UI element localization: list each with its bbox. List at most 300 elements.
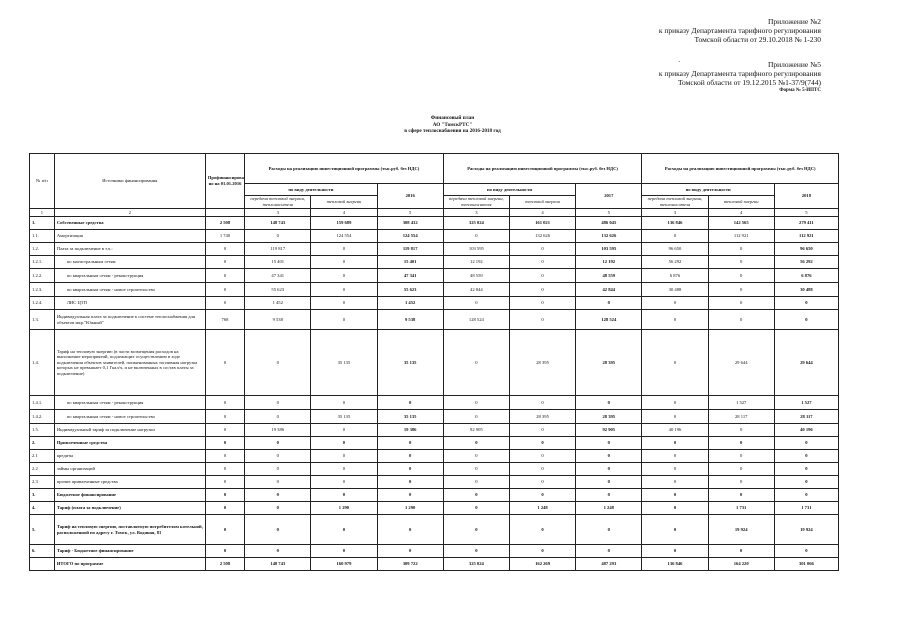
value-cell: 0 — [311, 243, 377, 256]
header-year-2016: 2016 — [377, 184, 443, 209]
value-cell: 28 395 — [509, 330, 575, 396]
value-cell: 0 — [642, 297, 708, 310]
value-cell: 0 — [509, 515, 575, 545]
header-line: к приказу Департамента тарифного регулирования — [658, 69, 821, 78]
value-cell: 40 196 — [774, 424, 838, 437]
value-cell: 29 644 — [774, 330, 838, 396]
header-line: Томской области от 29.10.2018 № 1-230 — [694, 35, 821, 44]
row-number — [30, 558, 55, 571]
value-cell: 0 — [576, 489, 642, 502]
value-cell: 0 — [205, 463, 244, 476]
row-label: по квартальным сетям - новое строительство — [54, 410, 205, 424]
value-cell: 0 — [708, 297, 774, 310]
value-cell: 0 — [245, 489, 311, 502]
value-cell: 28 395 — [509, 410, 575, 424]
value-cell: 103 595 — [576, 243, 642, 256]
value-cell: 0 — [642, 410, 708, 424]
value-cell: 15 401 — [245, 256, 311, 269]
header-prefinanced: Профинансирова но на 01.01.2016 — [205, 154, 244, 209]
row-label: Тариф на тепловую энергию (в части возмещения расходов на выполнение мероприятий, подлежащих осуществлению в ходе подключения объектов заявителей, поименованных топливная нагрузка которых не превышает 0,1 Гкал/ч, и не включенных в состав платы за подключение) — [54, 330, 205, 396]
row-number: 2.2 — [30, 463, 55, 476]
value-cell: 47 341 — [377, 269, 443, 283]
value-cell: 119 817 — [245, 243, 311, 256]
value-cell: 0 — [311, 310, 377, 330]
value-cell: 56 292 — [774, 256, 838, 269]
value-cell: 0 — [642, 396, 708, 410]
value-cell: 0 — [311, 437, 377, 450]
row-number: 3. — [30, 489, 55, 502]
value-cell: 19 386 — [377, 424, 443, 437]
value-cell: 29 644 — [708, 330, 774, 396]
value-cell: 35 135 — [311, 410, 377, 424]
column-index: 4 — [311, 209, 377, 217]
row-label: ЛИС ЦТП — [54, 297, 205, 310]
value-cell: 47 341 — [245, 269, 311, 283]
value-cell: 0 — [377, 515, 443, 545]
column-index: 5 — [377, 209, 443, 217]
row-number: 5. — [30, 515, 55, 545]
value-cell: 92 905 — [576, 424, 642, 437]
value-cell: 0 — [642, 230, 708, 243]
table-row — [30, 463, 839, 476]
value-cell: 308 432 — [377, 217, 443, 230]
row-number: 1.3. — [30, 310, 55, 330]
value-cell: 1 452 — [377, 297, 443, 310]
value-cell: 0 — [642, 450, 708, 463]
table-row — [30, 256, 839, 269]
header-heat-2016: тепловой энергии — [311, 196, 377, 209]
value-cell: 0 — [245, 502, 311, 515]
value-cell: 1 740 — [205, 230, 244, 243]
value-cell: 0 — [377, 396, 443, 410]
value-cell: 0 — [509, 283, 575, 297]
table-row — [30, 424, 839, 437]
header-activity-2018: по виду деятельности — [642, 184, 774, 196]
value-cell: 136 846 — [642, 558, 708, 571]
value-cell: 9 538 — [377, 310, 443, 330]
row-label: по магистральным сетям — [54, 256, 205, 269]
value-cell: 0 — [245, 230, 311, 243]
row-number: 1.4.2. — [30, 410, 55, 424]
value-cell: 0 — [576, 450, 642, 463]
row-number: 2.1 — [30, 450, 55, 463]
value-cell: 0 — [642, 515, 708, 545]
value-cell: 19 924 — [774, 515, 838, 545]
row-number: 1.2.2. — [30, 269, 55, 283]
value-cell: 119 817 — [377, 243, 443, 256]
value-cell: 0 — [642, 502, 708, 515]
value-cell: 96 650 — [774, 243, 838, 256]
value-cell: 55 623 — [245, 283, 311, 297]
value-cell: 128 524 — [443, 310, 509, 330]
value-cell: 2 508 — [205, 217, 244, 230]
value-cell: 2 508 — [205, 558, 244, 571]
row-number: 1.2.1. — [30, 256, 55, 269]
header-year-2018: 2018 — [774, 184, 838, 209]
table-row — [30, 410, 839, 424]
value-cell: 0 — [708, 450, 774, 463]
value-cell: 1 452 — [245, 297, 311, 310]
row-label: Индивидуальный тариф за подключение нагрузки — [54, 424, 205, 437]
value-cell: 161 021 — [509, 217, 575, 230]
table-row — [30, 437, 839, 450]
value-cell: 0 — [205, 545, 244, 558]
value-cell: 0 — [443, 396, 509, 410]
value-cell: 0 — [576, 515, 642, 545]
value-cell: 0 — [311, 396, 377, 410]
value-cell: 0 — [642, 489, 708, 502]
row-label: по квартальным сетям - реконструкция — [54, 396, 205, 410]
row-number: 1.5. — [30, 424, 55, 437]
value-cell: 0 — [245, 450, 311, 463]
value-cell: 96 650 — [642, 243, 708, 256]
value-cell: 0 — [311, 463, 377, 476]
value-cell: 0 — [245, 437, 311, 450]
column-index: 4 — [509, 209, 575, 217]
row-label: Привлеченные средства — [54, 437, 205, 450]
value-cell: 0 — [576, 476, 642, 489]
table-row — [30, 310, 839, 330]
value-cell: 0 — [708, 489, 774, 502]
value-cell: 0 — [245, 396, 311, 410]
header-line: к приказу Департамента тарифного регулирования — [658, 26, 821, 35]
row-number: 4. — [30, 502, 55, 515]
header-heat-2017: тепловой энергии — [509, 196, 575, 209]
value-cell: 1 527 — [708, 396, 774, 410]
column-index: 2 — [54, 209, 205, 217]
value-cell: 12 192 — [443, 256, 509, 269]
value-cell: 0 — [774, 297, 838, 310]
value-cell: 124 554 — [311, 230, 377, 243]
value-cell: 1 527 — [774, 396, 838, 410]
value-cell: 0 — [509, 243, 575, 256]
row-number: 1.2.4. — [30, 297, 55, 310]
value-cell: 1 731 — [708, 502, 774, 515]
value-cell: 42 844 — [576, 283, 642, 297]
row-label: Бюджетное финансирование — [54, 489, 205, 502]
value-cell: 28 395 — [576, 330, 642, 396]
row-label: Плата за подключение в т.ч.: — [54, 243, 205, 256]
value-cell: 0 — [205, 450, 244, 463]
financial-plan-table — [29, 153, 839, 571]
value-cell: 0 — [443, 489, 509, 502]
value-cell: 28 395 — [576, 410, 642, 424]
row-number: 2. — [30, 437, 55, 450]
value-cell: 309 722 — [377, 558, 443, 571]
value-cell: 0 — [774, 450, 838, 463]
value-cell: 0 — [509, 297, 575, 310]
table-row — [30, 283, 839, 297]
table-row — [30, 558, 839, 571]
value-cell: 0 — [443, 330, 509, 396]
value-cell: 0 — [443, 476, 509, 489]
value-cell: 132 626 — [576, 230, 642, 243]
value-cell: 0 — [576, 297, 642, 310]
header-line: Приложение №5 — [767, 60, 821, 69]
value-cell: 0 — [311, 283, 377, 297]
title-line-company: АО "ТомскРТС" — [432, 121, 473, 128]
value-cell: 112 921 — [708, 230, 774, 243]
value-cell: 0 — [509, 424, 575, 437]
value-cell: 162 269 — [509, 558, 575, 571]
header-transfer-2018: передача тепловой энергии, теплоносителя — [642, 196, 708, 209]
value-cell: 0 — [642, 437, 708, 450]
row-number: 6. — [30, 545, 55, 558]
row-number: 1.2. — [30, 243, 55, 256]
value-cell: 1 290 — [311, 502, 377, 515]
value-cell: 0 — [205, 256, 244, 269]
value-cell: 0 — [443, 450, 509, 463]
row-label: Амортизация — [54, 230, 205, 243]
value-cell: 0 — [245, 476, 311, 489]
value-cell: 0 — [509, 256, 575, 269]
table-row — [30, 450, 839, 463]
column-index: 3 — [245, 209, 311, 217]
value-cell: 0 — [708, 283, 774, 297]
header-group-2018: Расходы на реализацию инвестиционной программы (тыс.руб. без НДС) — [642, 154, 839, 184]
value-cell: 0 — [205, 515, 244, 545]
row-label: Тариф на тепловую энергию, поставляемую потребителям котельной, расположенной по адресу г. Томск, ул. Водяная, 81 — [54, 515, 205, 545]
value-cell: 0 — [708, 463, 774, 476]
value-cell: 768 — [205, 310, 244, 330]
header-line: Приложение №2 — [767, 17, 821, 26]
value-cell: 0 — [205, 396, 244, 410]
value-cell: 0 — [245, 463, 311, 476]
column-index — [205, 209, 244, 217]
value-cell: 1 731 — [774, 502, 838, 515]
value-cell: 0 — [708, 269, 774, 283]
appendix-5-header — [659, 60, 821, 94]
header-heat-2018: тепловой энергии — [708, 196, 774, 209]
value-cell: 0 — [443, 297, 509, 310]
value-cell: 0 — [311, 476, 377, 489]
value-cell: 0 — [708, 256, 774, 269]
document-title — [0, 115, 905, 135]
value-cell: 487 293 — [576, 558, 642, 571]
column-index: 5 — [576, 209, 642, 217]
value-cell: 35 135 — [377, 330, 443, 396]
column-index: 5 — [774, 209, 838, 217]
value-cell: 0 — [311, 424, 377, 437]
value-cell: 0 — [774, 476, 838, 489]
value-cell: 0 — [443, 437, 509, 450]
value-cell: 0 — [576, 437, 642, 450]
value-cell: 30 488 — [642, 283, 708, 297]
value-cell: 0 — [311, 515, 377, 545]
column-index: 1 — [30, 209, 55, 217]
value-cell: 40 196 — [642, 424, 708, 437]
value-cell: 325 024 — [443, 217, 509, 230]
column-index: 3 — [642, 209, 708, 217]
value-cell: 159 689 — [311, 217, 377, 230]
header-source: Источники финансирования — [54, 154, 205, 209]
value-cell: 0 — [774, 437, 838, 450]
table-row — [30, 545, 839, 558]
value-cell: 136 846 — [642, 217, 708, 230]
form-number: Форма № 5-ИПТС — [779, 88, 821, 93]
table-row — [30, 243, 839, 256]
value-cell: 92 905 — [443, 424, 509, 437]
value-cell: 0 — [774, 463, 838, 476]
value-cell: 148 743 — [245, 558, 311, 571]
value-cell: 0 — [245, 410, 311, 424]
value-cell: 35 135 — [311, 330, 377, 396]
value-cell: 0 — [774, 489, 838, 502]
table-row — [30, 297, 839, 310]
row-number: 1. — [30, 217, 55, 230]
value-cell: 148 743 — [245, 217, 311, 230]
value-cell: 48 559 — [576, 269, 642, 283]
value-cell: 0 — [509, 450, 575, 463]
row-label: Тариф (плата за подключение) — [54, 502, 205, 515]
value-cell: 279 411 — [774, 217, 838, 230]
value-cell: 0 — [377, 437, 443, 450]
value-cell: 42 844 — [443, 283, 509, 297]
header-activity-2016: по виду деятельности — [245, 184, 377, 196]
value-cell: 0 — [205, 476, 244, 489]
value-cell: 0 — [509, 396, 575, 410]
value-cell: 56 292 — [642, 256, 708, 269]
value-cell: 0 — [443, 463, 509, 476]
value-cell: 0 — [205, 502, 244, 515]
value-cell: 0 — [205, 297, 244, 310]
value-cell: 0 — [311, 297, 377, 310]
row-label: займы организаций — [54, 463, 205, 476]
value-cell: 0 — [509, 310, 575, 330]
row-number: 1.4.1. — [30, 396, 55, 410]
column-index: 4 — [708, 209, 774, 217]
value-cell: 1 248 — [576, 502, 642, 515]
row-number: 2.3 — [30, 476, 55, 489]
value-cell: 160 979 — [311, 558, 377, 571]
row-number: 1.4. — [30, 330, 55, 396]
table-body — [30, 217, 839, 571]
table-row — [30, 515, 839, 545]
value-cell: 486 045 — [576, 217, 642, 230]
value-cell: 6 876 — [774, 269, 838, 283]
value-cell: 164 220 — [708, 558, 774, 571]
value-cell: 9 538 — [245, 310, 311, 330]
value-cell: 0 — [377, 476, 443, 489]
value-cell: 0 — [311, 269, 377, 283]
value-cell: 0 — [708, 437, 774, 450]
header-activity-2017: по виду деятельности — [443, 184, 575, 196]
table-row — [30, 396, 839, 410]
value-cell: 1 248 — [509, 502, 575, 515]
value-cell: 0 — [205, 243, 244, 256]
value-cell: 30 488 — [774, 283, 838, 297]
value-cell: 0 — [311, 489, 377, 502]
value-cell: 0 — [642, 310, 708, 330]
header-line: Томской области от 19.12.2015 №1-37/9(744) — [678, 78, 821, 87]
value-cell: 128 524 — [576, 310, 642, 330]
value-cell: 12 192 — [576, 256, 642, 269]
header-transfer-2016: передача тепловой энергии, теплоносителя — [245, 196, 311, 209]
header-year-2017: 2017 — [576, 184, 642, 209]
row-label: по квартальным сетям - реконструкция — [54, 269, 205, 283]
value-cell: 0 — [245, 545, 311, 558]
value-cell: 124 554 — [377, 230, 443, 243]
header-transfer-2017: передача тепловой энергии, теплоносителя — [443, 196, 509, 209]
table-row — [30, 502, 839, 515]
value-cell: 28 117 — [774, 410, 838, 424]
value-cell: 0 — [576, 545, 642, 558]
value-cell: 0 — [708, 545, 774, 558]
value-cell: 0 — [311, 450, 377, 463]
value-cell: 0 — [774, 545, 838, 558]
value-cell: 0 — [774, 310, 838, 330]
value-cell: 0 — [311, 545, 377, 558]
value-cell: 0 — [377, 463, 443, 476]
row-label: Индивидуальная плата за подключение к системе теплоснабжения для объектов мкр."Южный" — [54, 310, 205, 330]
value-cell: 0 — [443, 545, 509, 558]
value-cell: 55 623 — [377, 283, 443, 297]
table-row — [30, 330, 839, 396]
value-cell: 0 — [205, 283, 244, 297]
value-cell: 0 — [509, 545, 575, 558]
row-label: по квартальным сетям - новое строительство — [54, 283, 205, 297]
header-group-2017: Расходы на реализацию инвестиционной программы (тыс.руб. без НДС) — [443, 154, 642, 184]
column-index: 3 — [443, 209, 509, 217]
value-cell: 0 — [311, 256, 377, 269]
value-cell: 19 924 — [708, 515, 774, 545]
table-row — [30, 217, 839, 230]
column-index-row — [30, 209, 839, 217]
value-cell: 19 386 — [245, 424, 311, 437]
value-cell: 0 — [509, 463, 575, 476]
value-cell: 0 — [205, 489, 244, 502]
value-cell: 0 — [576, 396, 642, 410]
value-cell: 0 — [205, 330, 244, 396]
value-cell: 35 135 — [377, 410, 443, 424]
value-cell: 0 — [205, 437, 244, 450]
value-cell: 0 — [708, 424, 774, 437]
value-cell: 0 — [377, 450, 443, 463]
value-cell: 0 — [377, 489, 443, 502]
value-cell: 0 — [642, 545, 708, 558]
row-label: ИТОГО по программе — [54, 558, 205, 571]
value-cell: 0 — [509, 269, 575, 283]
value-cell: 0 — [509, 489, 575, 502]
value-cell: 112 921 — [774, 230, 838, 243]
value-cell: 0 — [708, 476, 774, 489]
title-line-scope: в сфере теплоснабжения на 2016-2018 год — [404, 128, 501, 134]
row-label: Тариф - Бюджетное финансирование — [54, 545, 205, 558]
value-cell: 0 — [509, 437, 575, 450]
value-cell: 15 401 — [377, 256, 443, 269]
row-label: Собственные средства — [54, 217, 205, 230]
row-number: 1.2.3. — [30, 283, 55, 297]
value-cell: 0 — [205, 269, 244, 283]
table-row — [30, 489, 839, 502]
value-cell: 0 — [377, 545, 443, 558]
row-label: кредиты — [54, 450, 205, 463]
row-number: 1.1. — [30, 230, 55, 243]
appendix-2-header — [659, 17, 821, 44]
value-cell: 28 117 — [708, 410, 774, 424]
value-cell: 0 — [642, 476, 708, 489]
value-cell: 142 565 — [708, 217, 774, 230]
table-row — [30, 476, 839, 489]
value-cell: 0 — [245, 515, 311, 545]
value-cell: 0 — [642, 463, 708, 476]
value-cell: 0 — [205, 410, 244, 424]
table-row — [30, 230, 839, 243]
value-cell: 103 595 — [443, 243, 509, 256]
value-cell: 0 — [443, 230, 509, 243]
value-cell: 0 — [576, 463, 642, 476]
value-cell: 0 — [708, 243, 774, 256]
